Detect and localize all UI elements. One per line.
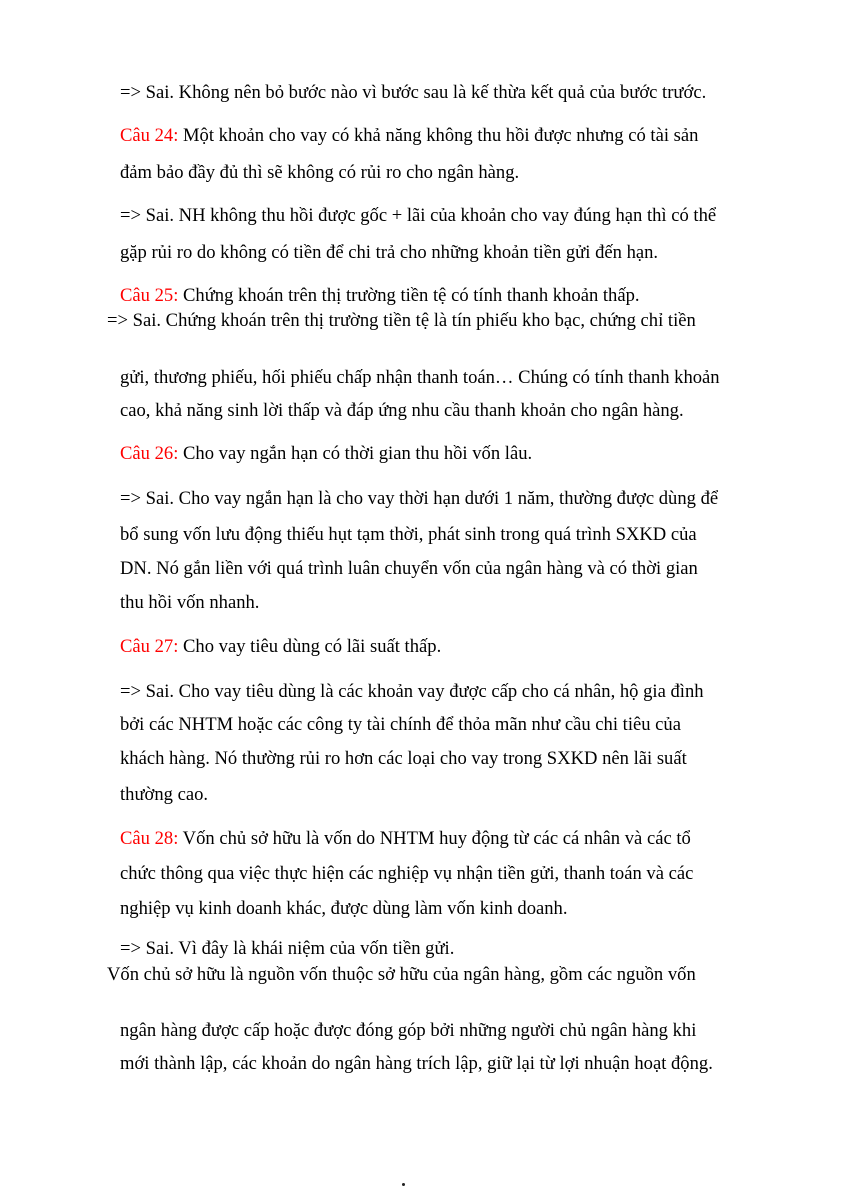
line-text: đảm bảo đầy đủ thì sẽ không có rủi ro cho ngân hàng. — [120, 162, 520, 183]
page-mark-dot — [402, 1183, 405, 1186]
line-text: chức thông qua việc thực hiện các nghiệp vụ nhận tiền gửi, thanh toán và các — [120, 863, 694, 884]
line-text: => Sai. Cho vay ngắn hạn là cho vay thời hạn dưới 1 năm, thường được dùng để — [120, 488, 719, 509]
text-line — [120, 716, 681, 735]
line-text: thu hồi vốn nhanh. — [120, 592, 260, 613]
line-text: Chứng khoán trên thị trường tiền tệ có tính thanh khoản thấp. — [178, 285, 640, 306]
line-text: => Sai. NH không thu hồi được gốc + lãi của khoản cho vay đúng hạn thì có thể — [120, 205, 717, 226]
question-line — [120, 445, 532, 464]
text-line — [120, 560, 698, 579]
text-line — [120, 750, 687, 769]
line-text: mới thành lập, các khoản do ngân hàng trích lập, giữ lại từ lợi nhuận hoạt động. — [120, 1053, 713, 1074]
line-text: khách hàng. Nó thường rủi ro hơn các loại cho vay trong SXKD nên lãi suất — [120, 748, 687, 769]
question-label: Câu 28: — [120, 828, 179, 849]
text-line — [120, 402, 684, 421]
text-line — [120, 1022, 696, 1041]
question-line — [120, 287, 640, 306]
line-text: DN. Nó gắn liền với quá trình luân chuyển vốn của ngân hàng và có thời gian — [120, 558, 698, 579]
line-text: Một khoản cho vay có khả năng không thu hồi được nhưng có tài sản — [178, 125, 699, 146]
text-line — [120, 244, 658, 263]
text-line — [120, 526, 697, 545]
line-text: => Sai. Cho vay tiêu dùng là các khoản vay được cấp cho cá nhân, hộ gia đình — [120, 681, 704, 702]
text-line — [120, 940, 454, 959]
line-text: Vốn chủ sở hữu là vốn do NHTM huy động từ các cá nhân và các tổ — [178, 828, 691, 849]
line-text: bổ sung vốn lưu động thiếu hụt tạm thời, phát sinh trong quá trình SXKD của — [120, 524, 697, 545]
text-line — [120, 865, 693, 884]
line-text: Cho vay tiêu dùng có lãi suất thấp. — [178, 636, 442, 657]
line-text: => Sai. Vì đây là khái niệm của vốn tiền gửi. — [120, 938, 455, 959]
question-line — [120, 127, 698, 146]
line-text: thường cao. — [120, 784, 209, 805]
question-label: Câu 27: — [120, 636, 179, 657]
text-line — [120, 900, 568, 919]
line-text: bởi các NHTM hoặc các công ty tài chính để thỏa mãn như cầu chi tiêu của — [120, 714, 681, 735]
text-line — [120, 490, 718, 509]
question-label: Câu 24: — [120, 125, 179, 146]
line-text: => Sai. Không nên bỏ bước nào vì bước sau là kế thừa kết quả của bước trước. — [120, 82, 707, 103]
line-text: nghiệp vụ kinh doanh khác, được dùng làm vốn kinh doanh. — [120, 898, 568, 919]
text-line — [120, 207, 716, 226]
line-text: gặp rủi ro do không có tiền để chi trả cho những khoản tiền gửi đến hạn. — [120, 242, 659, 263]
text-line — [120, 683, 704, 702]
line-text: Cho vay ngắn hạn có thời gian thu hồi vốn lâu. — [178, 443, 533, 464]
line-text: Vốn chủ sở hữu là nguồn vốn thuộc sở hữu của ngân hàng, gồm các nguồn vốn — [107, 964, 696, 985]
text-line — [120, 164, 519, 183]
text-line — [120, 369, 720, 388]
question-label: Câu 26: — [120, 443, 179, 464]
line-text: ngân hàng được cấp hoặc được đóng góp bởi những người chủ ngân hàng khi — [120, 1020, 697, 1041]
text-line — [120, 84, 706, 103]
text-line — [107, 966, 696, 985]
question-line — [120, 638, 441, 657]
text-line — [120, 786, 208, 805]
text-line — [107, 312, 696, 331]
text-line — [120, 594, 259, 613]
question-label: Câu 25: — [120, 285, 179, 306]
line-text: gửi, thương phiếu, hối phiếu chấp nhận thanh toán… Chúng có tính thanh khoản — [120, 367, 720, 388]
question-line — [120, 830, 691, 849]
text-line — [120, 1055, 713, 1074]
line-text: cao, khả năng sinh lời thấp và đáp ứng nhu cầu thanh khoản cho ngân hàng. — [120, 400, 684, 421]
line-text: => Sai. Chứng khoán trên thị trường tiền tệ là tín phiếu kho bạc, chứng chỉ tiền — [107, 310, 696, 331]
